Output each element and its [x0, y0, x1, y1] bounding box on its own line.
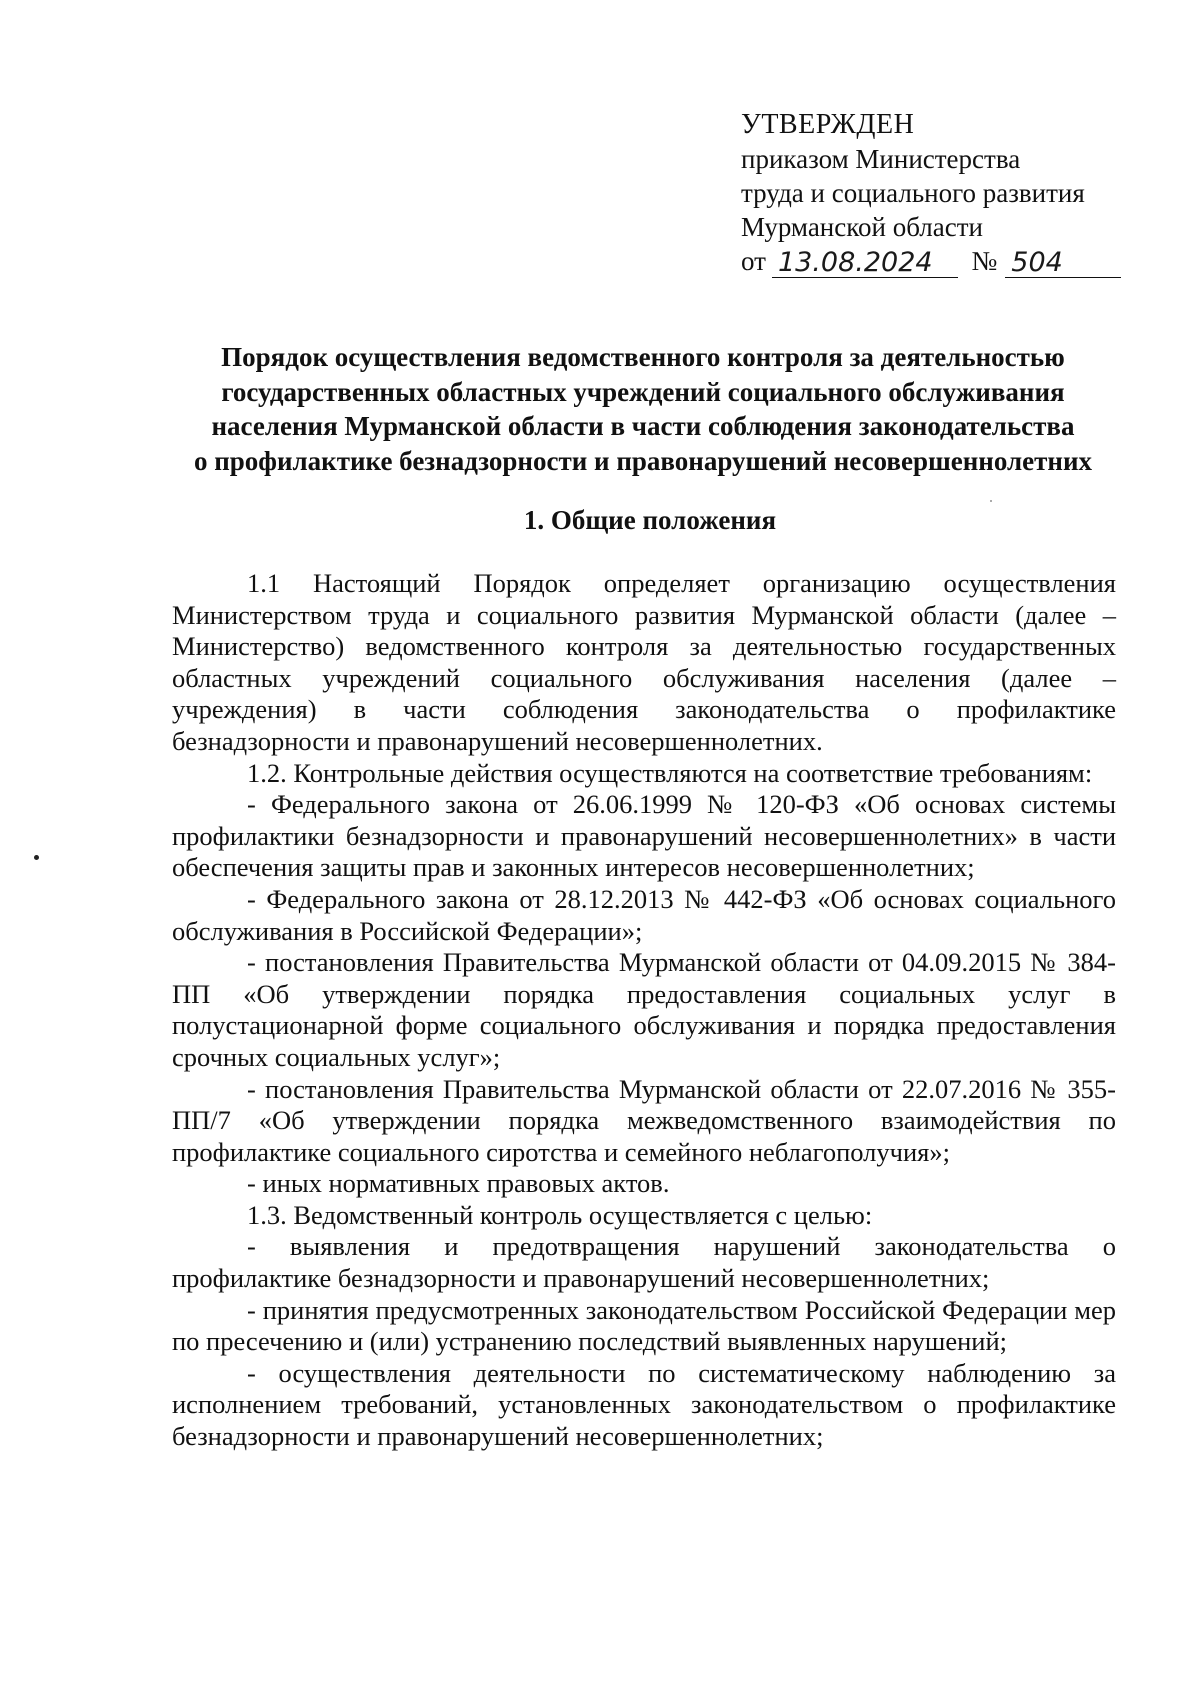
title-line-3: населения Мурманской области в части соблюдения законодательства [211, 411, 1075, 441]
scan-speck [34, 855, 39, 860]
list-item: - осуществления деятельности по систематическому наблюдению за исполнением требований, установленных законодательством о профилактике безнадзорности и правонарушений несовершеннолетних; [172, 1357, 1116, 1452]
paragraph-1-1: 1.1 Настоящий Порядок определяет организацию осуществления Министерством труда и социального развития Мурманской области (далее – Министерство) ведомственного контроля за деятельностью государственных областных учреждений социального обслуживания населения (далее – учреждения) в части соблюдения законодательства о профилактике безнадзорности и правонарушений несовершеннолетних. [172, 568, 1116, 756]
approval-line-3: Мурманской области [741, 212, 983, 242]
title-line-2: государственных областных учреждений социального обслуживания [221, 376, 1065, 407]
paragraph-1-2: 1.2. Контрольные действия осуществляются на соответствие требованиям: [247, 757, 1093, 788]
approval-line-1: приказом Министерства [741, 144, 1021, 174]
list-item: - иных нормативных правовых актов. [247, 1168, 670, 1199]
approval-line-2: труда и социального развития [741, 178, 1085, 208]
section-heading: 1. Общие положения [523, 505, 777, 535]
list-item: - Федерального закона от 28.12.2013 № 442-ФЗ «Об основах социального обслуживания в Российской Федерации»; [172, 883, 1116, 946]
list-item: - постановления Правительства Мурманской области от 22.07.2016 № 355-ПП/7 «Об утверждении порядка межведомственного взаимодействия по профилактике социального сиротства и семейного неблагополучия»; [172, 1073, 1116, 1167]
number-label: № [971, 246, 998, 276]
approval-stamp-block [741, 108, 1121, 278]
approval-heading: УТВЕРЖДЕН [741, 109, 915, 140]
paragraph-1-3: 1.3. Ведомственный контроль осуществляется с целью: [247, 1199, 873, 1230]
handwritten-date: 13.08.2024 [772, 249, 958, 278]
title-line-1: Порядок осуществления ведомственного контроля за деятельностью [221, 342, 1065, 372]
list-item: - выявления и предотвращения нарушений законодательства о профилактике безнадзорности и правонарушений несовершеннолетних; [172, 1231, 1116, 1294]
approval-date-line [741, 244, 1121, 278]
title-line-4: о профилактике безнадзорности и правонарушений несовершеннолетних [193, 445, 1093, 476]
list-item: - принятия предусмотренных законодательством Российской Федерации мер по пресечению и (или) устранению последствий выявленных нарушений; [172, 1294, 1116, 1357]
handwritten-number: 504 [1005, 249, 1121, 278]
list-item: - постановления Правительства Мурманской области от 04.09.2015 № 384-ПП «Об утверждении порядка предоставления социальных услуг в полустационарной форме социального обслуживания и порядка предоставления срочных социальных услуг»; [172, 947, 1116, 1072]
scan-speck [990, 500, 992, 502]
document-title [150, 340, 1136, 478]
list-item: - Федерального закона от 26.06.1999 № 120-ФЗ «Об основах системы профилактики безнадзорности и правонарушений несовершеннолетних» в части обеспечения защиты прав и законных интересов несовершеннолетних; [172, 789, 1116, 883]
from-label: от [741, 246, 766, 276]
document-body [172, 568, 1116, 1453]
